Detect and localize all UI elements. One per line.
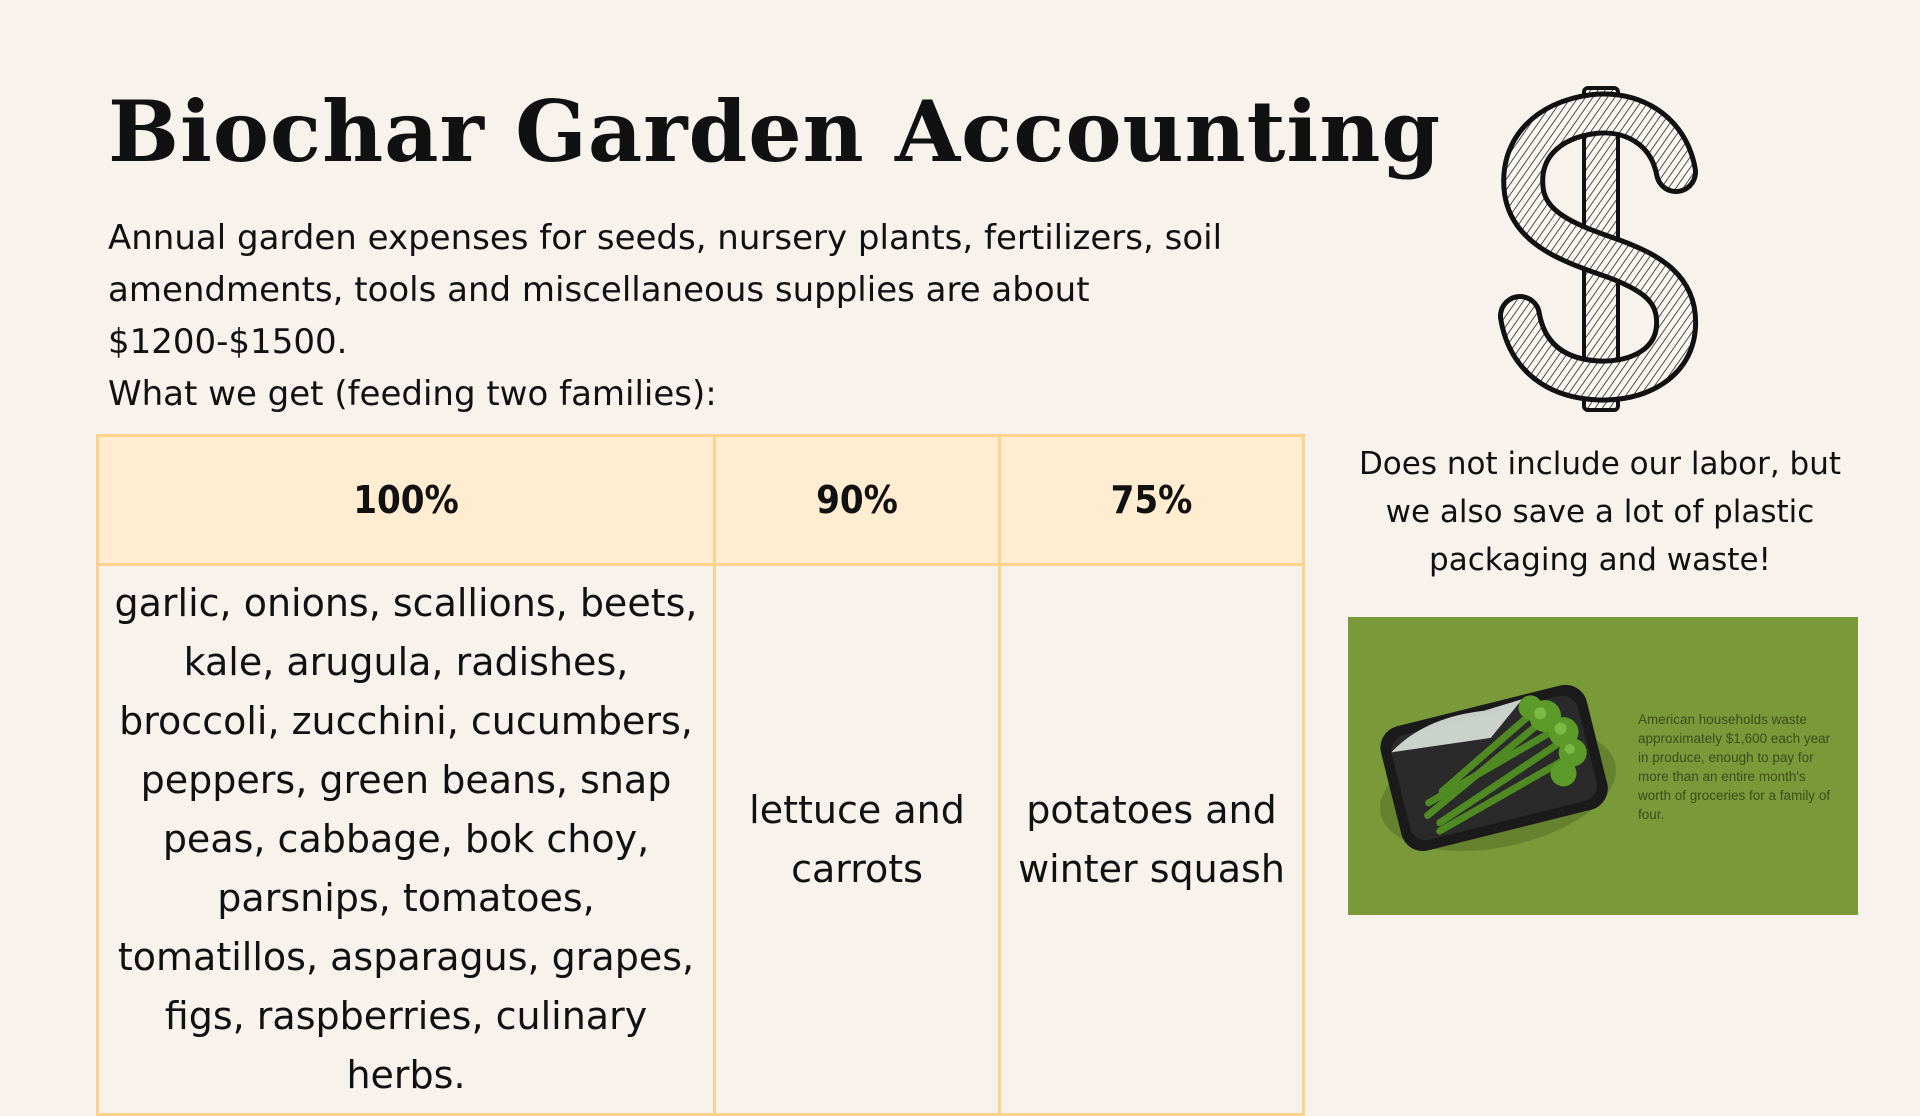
- dollar-sign-icon: [1480, 80, 1720, 420]
- cell-100-percent-crops: garlic, onions, scallions, beets, kale, arugula, radishes, broccoli, zucchini, cucumbers, peppers, green beans, snap peas, cabbage, bok choy, parsnips, tomatoes, tomatillos, asparagus, grapes, figs, raspberries, culinary herbs.: [98, 565, 715, 1115]
- what-we-get-paragraph: What we get (feeding two families):: [108, 374, 717, 414]
- cell-90-percent-crops: lettuce and carrots: [715, 565, 1000, 1115]
- page-title: Biochar Garden Accounting: [108, 82, 1442, 181]
- cell-75-percent-crops: potatoes and winter squash: [1000, 565, 1304, 1115]
- photo-caption: American households waste approximately $1,600 each year in produce, enough to pay for more than an entire month's worth of groceries for a family of four.: [1638, 712, 1831, 822]
- header-75-percent: 75%: [1000, 436, 1304, 565]
- produce-waste-image: [1348, 617, 1858, 915]
- header-100-percent: 100%: [98, 436, 715, 565]
- intro-text: [108, 212, 1238, 420]
- header-90-percent: 90%: [715, 436, 1000, 565]
- table-header-row: [98, 436, 1304, 565]
- dollar-sign-glyph: $: [1480, 80, 1481, 81]
- labor-note: Does not include our labor, but we also save a lot of plastic packaging and waste!: [1358, 446, 1842, 578]
- harvest-table: [96, 434, 1305, 1116]
- table-row: [98, 565, 1304, 1115]
- expenses-paragraph: Annual garden expenses for seeds, nursery plants, fertilizers, soil amendments, tools and miscellaneous supplies are about $1200-$1500.: [108, 218, 1223, 362]
